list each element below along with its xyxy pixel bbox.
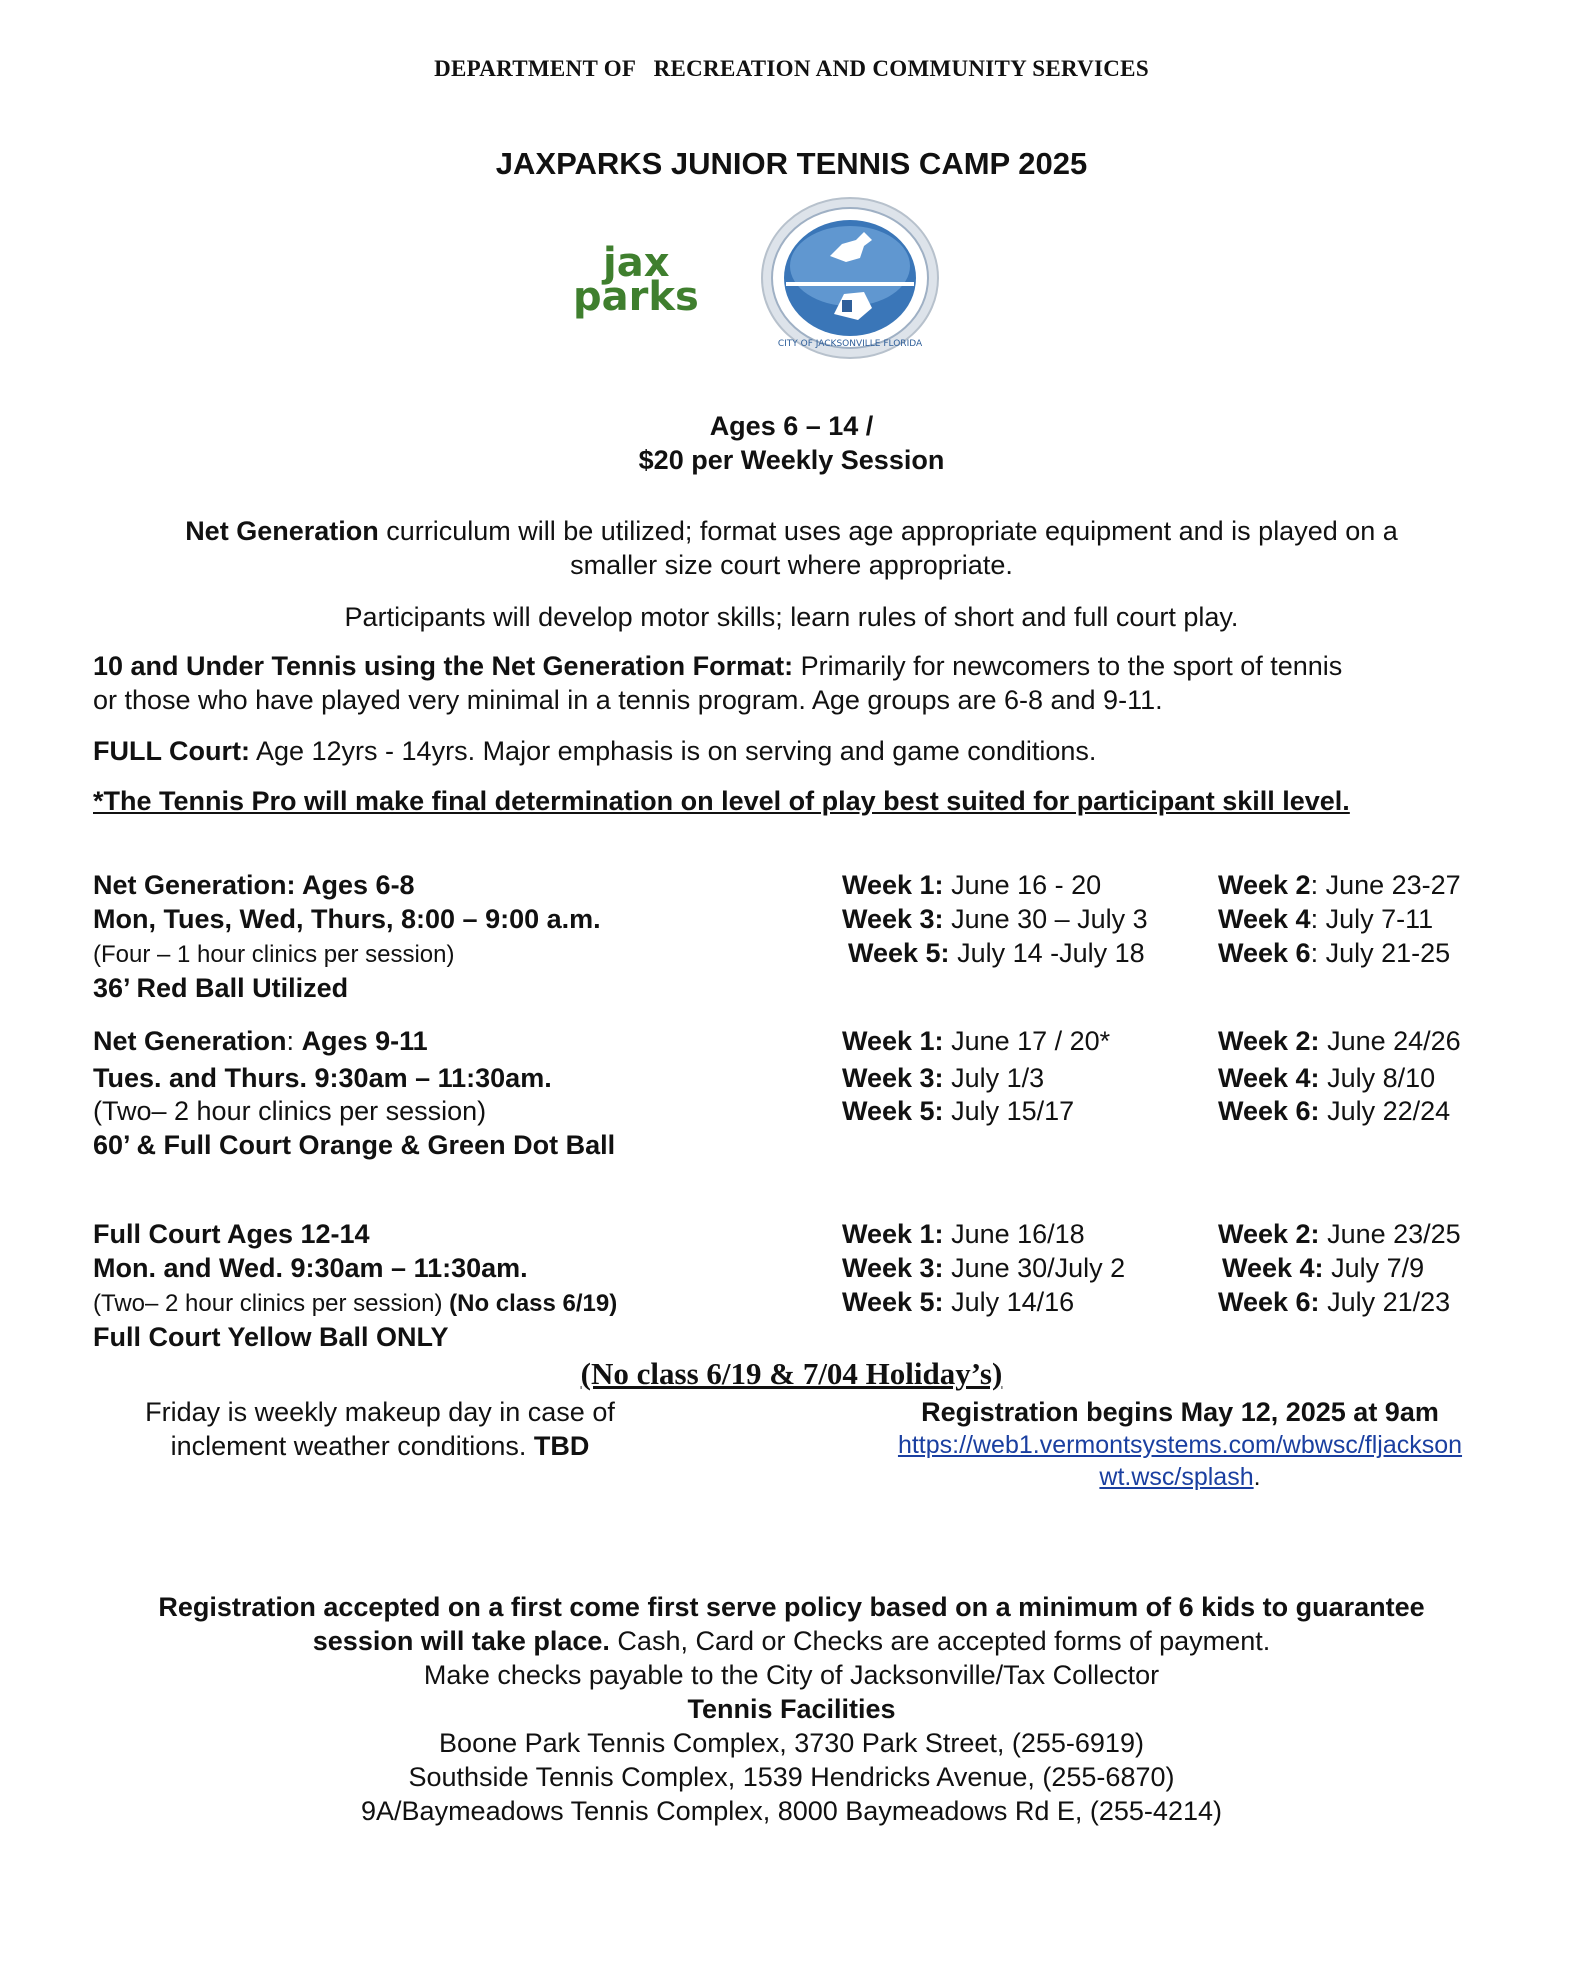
jaxparks-logo [573,240,723,320]
program-3-title: Full Court Ages 12-14 [93,1219,370,1249]
netgen-text: curriculum will be utilized; format uses age appropriate equipment and is played on a [378,516,1398,546]
week-dates: June 30 – July 3 [943,904,1148,934]
week-dates: June 24/26 [1319,1026,1461,1056]
checks-line: Make checks payable to the City of Jacksonville/Tax Collector [423,1660,1160,1690]
registration-link-cont[interactable]: wt.wsc/splash [1099,1463,1254,1491]
week-label: Week 6: [1218,1096,1320,1126]
week-dates: July 21/23 [1319,1287,1451,1317]
program-2-week-4 [1218,1061,1435,1095]
week-label: Week 2: [1218,1026,1320,1056]
policy-line2-text: Cash, Card or Checks are accepted forms of payment. [609,1626,1271,1656]
week-label: Week 1: [842,870,944,900]
program-1-ball: 36’ Red Ball Utilized [93,973,349,1003]
week-dates: : July 21-25 [1310,938,1451,968]
program-3-week-2 [1218,1217,1461,1251]
makeup-line1: Friday is weekly makeup day in case of [145,1397,615,1427]
program-2-week-5 [842,1094,1074,1128]
week-label: Week 3: [842,1063,944,1093]
week-label: Week 4: [1222,1253,1324,1283]
program-3-schedule: Mon. and Wed. 9:30am – 11:30am. [93,1253,528,1283]
holiday-note: (No class 6/19 & 7/04 Holiday’s) [580,1356,1003,1391]
week-label: Week 6: [1218,1287,1320,1317]
makeup-tbd: TBD [533,1431,590,1461]
program-1-week-5 [848,936,1145,970]
week-label: Week 1: [842,1026,944,1056]
facility-item: Boone Park Tennis Complex, 3730 Park Street, (255-6919) [439,1728,1144,1758]
program-1-title: Net Generation: Ages 6-8 [93,870,415,900]
program-2-week-6 [1218,1094,1450,1128]
week-dates: : June 23-27 [1310,870,1461,900]
week-dates: July 14 -July 18 [949,938,1145,968]
jaxparks-logo-line2: parks [573,274,699,320]
program-2-ball: 60’ & Full Court Orange & Green Dot Ball [93,1130,616,1160]
program-1-week-3 [842,902,1148,936]
week-dates: June 23/25 [1319,1219,1461,1249]
ten-under-text-line2: or those who have played very minimal in a tennis program. Age groups are 6-8 and 9-11. [93,685,1163,715]
facility-item: Southside Tennis Complex, 1539 Hendricks Avenue, (255-6870) [408,1762,1175,1792]
ten-under-bold: 10 and Under Tennis using the Net Generation Format: [93,651,794,681]
week-label: Week 2 [1218,870,1311,900]
facilities-title: Tennis Facilities [687,1694,896,1724]
week-label: Week 5: [848,938,950,968]
week-dates: July 22/24 [1319,1096,1451,1126]
program-2-schedule: Tues. and Thurs. 9:30am – 11:30am. [93,1063,552,1093]
week-label: Week 5: [842,1096,944,1126]
policy-line2-bold: session will take place. [312,1626,610,1656]
full-court-paragraph [93,734,1096,768]
program-3-week-4 [1222,1251,1424,1285]
footer-block [0,1590,1583,1828]
registration-block [840,1395,1520,1493]
netgen-text-line2: smaller size court where appropriate. [570,550,1013,580]
week-dates: July 1/3 [943,1063,1045,1093]
program-1-week-2 [1218,868,1461,902]
seal-text: CITY OF JACKSONVILLE FLORIDA [777,339,923,349]
full-court-bold: FULL Court: [93,736,250,766]
week-label: Week 3: [842,1253,944,1283]
week-dates: July 7/9 [1323,1253,1425,1283]
department-heading: DEPARTMENT OF RECREATION AND COMMUNITY SERVICES [434,56,1149,81]
week-dates: June 17 / 20* [943,1026,1111,1056]
program-3-ball: Full Court Yellow Ball ONLY [93,1322,449,1352]
week-dates: July 14/16 [943,1287,1075,1317]
program-2-title-sep: : [286,1026,302,1056]
week-dates: : July 7-11 [1310,904,1434,934]
program-1-week-1 [842,868,1101,902]
program-3-week-3 [842,1251,1125,1285]
ages-line: Ages 6 – 14 / [709,411,874,441]
registration-begins: Registration begins May 12, 2025 at 9am [921,1397,1439,1427]
makeup-note [130,1395,630,1463]
makeup-line2: inclement weather conditions. [170,1431,534,1461]
registration-link[interactable]: https://web1.vermontsystems.com/wbwsc/fljackson [897,1431,1463,1459]
program-1-week-6 [1218,936,1450,970]
week-label: Week 3: [842,904,944,934]
program-2-title-a: Net Generation [93,1026,287,1056]
tennis-pro-note: *The Tennis Pro will make final determination on level of play best suited for participant skill level. [93,786,1350,816]
price-line: $20 per Weekly Session [638,445,945,475]
program-3-clinics [93,1287,617,1321]
week-label: Week 6 [1218,938,1311,968]
page-title: JAXPARKS JUNIOR TENNIS CAMP 2025 [495,146,1088,181]
jaxparks-logo-line1: jax [603,240,670,286]
netgen-paragraph [0,514,1583,582]
program-3-clinics-text: (Two– 2 hour clinics per session) [93,1290,450,1317]
week-dates: June 16 - 20 [943,870,1102,900]
program-2-clinics: (Two– 2 hour clinics per session) [93,1096,487,1126]
city-seal-icon [760,196,940,360]
program-3-week-1 [842,1217,1085,1251]
program-2-week-2 [1218,1024,1461,1058]
registration-link-period: . [1253,1463,1261,1491]
program-3-no-class: (No class 6/19) [449,1290,618,1317]
program-1-week-4 [1218,902,1433,936]
program-3-week-5 [842,1285,1074,1319]
full-court-text: Age 12yrs - 14yrs. Major emphasis is on serving and game conditions. [249,736,1097,766]
program-3-week-6 [1218,1285,1450,1319]
week-dates: June 30/July 2 [943,1253,1126,1283]
program-2-week-3 [842,1061,1044,1095]
week-dates: July 15/17 [943,1096,1075,1126]
week-dates: July 8/10 [1319,1063,1436,1093]
week-dates: June 16/18 [943,1219,1085,1249]
program-2-title [93,1024,428,1058]
netgen-bold: Net Generation [185,516,379,546]
participants-line: Participants will develop motor skills; learn rules of short and full court play. [344,602,1239,632]
week-label: Week 2: [1218,1219,1320,1249]
program-2-week-1 [842,1024,1110,1058]
week-label: Week 1: [842,1219,944,1249]
program-1-schedule: Mon, Tues, Wed, Thurs, 8:00 – 9:00 a.m. [93,904,601,934]
policy-line1: Registration accepted on a first come first serve policy based on a minimum of 6 kids to guarantee [158,1592,1425,1622]
ten-under-text: Primarily for newcomers to the sport of tennis [793,651,1343,681]
week-label: Week 4: [1218,1063,1320,1093]
ten-under-paragraph [93,649,1533,717]
facility-item: 9A/Baymeadows Tennis Complex, 8000 Baymeadows Rd E, (255-4214) [361,1796,1222,1826]
program-2-title-ages: Ages 9-11 [301,1026,428,1056]
program-1-clinics: (Four – 1 hour clinics per session) [93,941,455,968]
week-label: Week 5: [842,1287,944,1317]
week-label: Week 4 [1218,904,1311,934]
